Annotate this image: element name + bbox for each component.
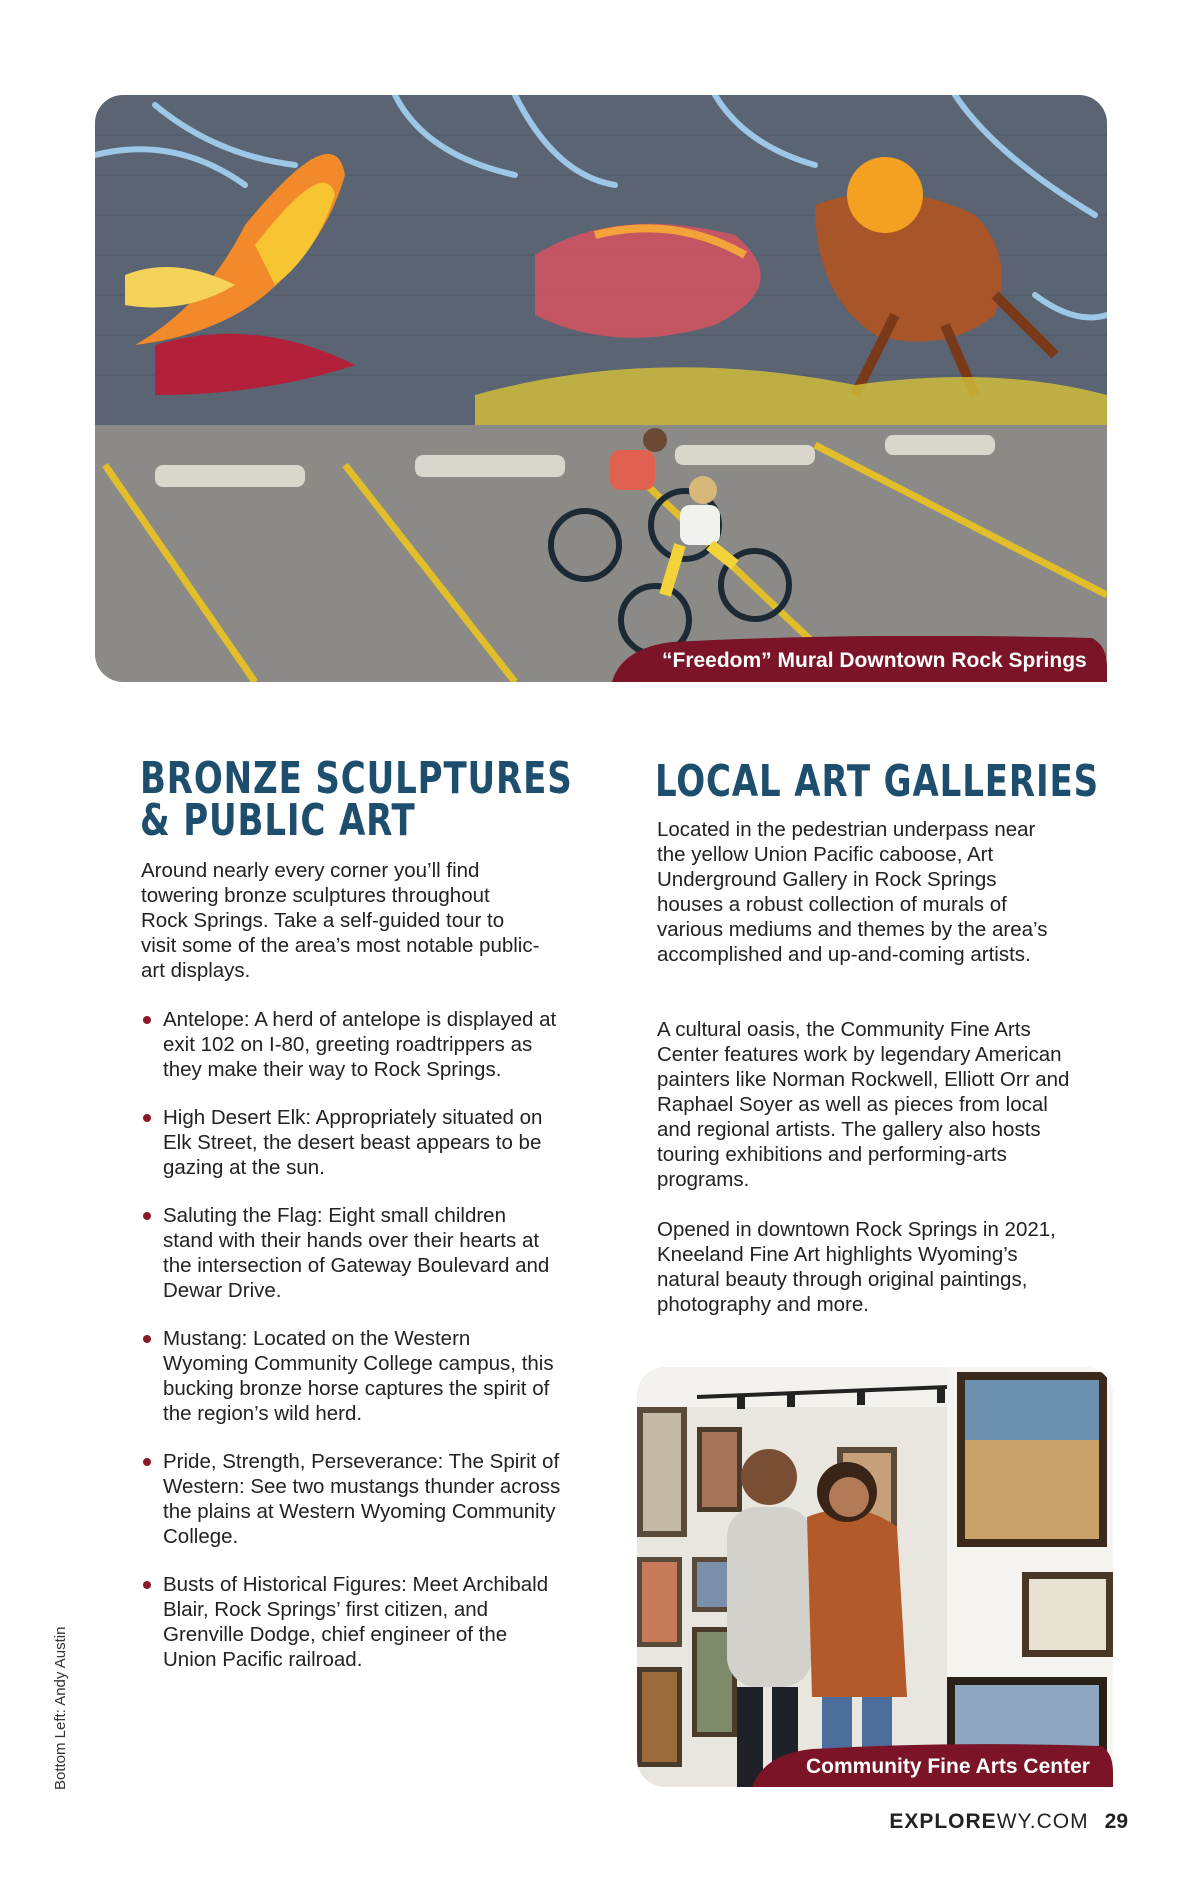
bullet-icon (143, 1212, 151, 1220)
list-item (141, 1449, 561, 1549)
page-number: 29 (1104, 1810, 1128, 1833)
sculpture-list (141, 1007, 561, 1695)
mural-caption: “Freedom” Mural Downtown Rock Springs (662, 649, 1087, 672)
footer-site-rest: WY.COM (996, 1810, 1089, 1833)
bullet-icon (143, 1581, 151, 1589)
list-item (141, 1203, 561, 1303)
list-item (141, 1105, 561, 1180)
sculptures-intro: Around nearly every corner you’ll find towering bronze sculptures throughout Rock Springs. Take a self-guided tour to visit some of the area’s most notable public-art displays. (141, 859, 540, 982)
photo-credit: Bottom Left: Andy Austin (52, 1626, 69, 1790)
gallery-photo (637, 1367, 1113, 1787)
list-item-text: Mustang: Located on the Western Wyoming Community College campus, this bucking bronze horse captures the spirit of the region’s wild herd. (163, 1327, 554, 1425)
list-item-text: Saluting the Flag: Eight small children stand with their hands over their hearts at the intersection of Gateway Boulevard and Dewar Drive. (163, 1204, 550, 1302)
galleries-paragraph-3: Opened in downtown Rock Springs in 2021, Kneeland Fine Art highlights Wyoming’s natural beauty through original paintings, photography and more. (657, 1218, 1056, 1316)
mural-photo (95, 95, 1107, 682)
bullet-icon (143, 1114, 151, 1122)
footer-site-bold: EXPLORE (889, 1810, 997, 1833)
bullet-icon (143, 1458, 151, 1466)
sculptures-heading-line2: & PUBLIC ART (140, 795, 416, 846)
galleries-paragraph-2: A cultural oasis, the Community Fine Arts Center features work by legendary American painters like Norman Rockwell, Elliott Orr and Raphael Soyer as well as pieces from local and regional artists. The gallery also hosts touring exhibitions and performing-arts programs. (657, 1018, 1070, 1191)
list-item-text: Pride, Strength, Perseverance: The Spirit of Western: See two mustangs thunder across the plains at Western Wyoming Community College. (163, 1450, 561, 1548)
list-item (141, 1572, 561, 1672)
sculptures-heading-line1: BRONZE SCULPTURES (140, 753, 573, 804)
list-item-text: High Desert Elk: Appropriately situated on Elk Street, the desert beast appears to be gazing at the sun. (163, 1106, 543, 1179)
gallery-caption: Community Fine Arts Center (806, 1755, 1090, 1778)
sculptures-heading (140, 753, 573, 846)
page-footer (889, 1810, 1128, 1834)
galleries-heading: LOCAL ART GALLERIES (655, 756, 1100, 807)
galleries-paragraph-1: Located in the pedestrian underpass near the yellow Union Pacific caboose, Art Underground Gallery in Rock Springs houses a robust collection of murals of various mediums and themes by the area’s accomplished and up-and-coming artists. (657, 818, 1048, 966)
list-item-text: Antelope: A herd of antelope is displayed at exit 102 on I-80, greeting roadtrippers as they make their way to Rock Springs. (163, 1008, 557, 1081)
bullet-icon (143, 1335, 151, 1343)
bullet-icon (143, 1016, 151, 1024)
list-item (141, 1007, 561, 1082)
list-item-text: Busts of Historical Figures: Meet Archibald Blair, Rock Springs’ first citizen, and Grenville Dodge, chief engineer of the Union Pacific railroad. (163, 1573, 549, 1671)
list-item (141, 1326, 561, 1426)
